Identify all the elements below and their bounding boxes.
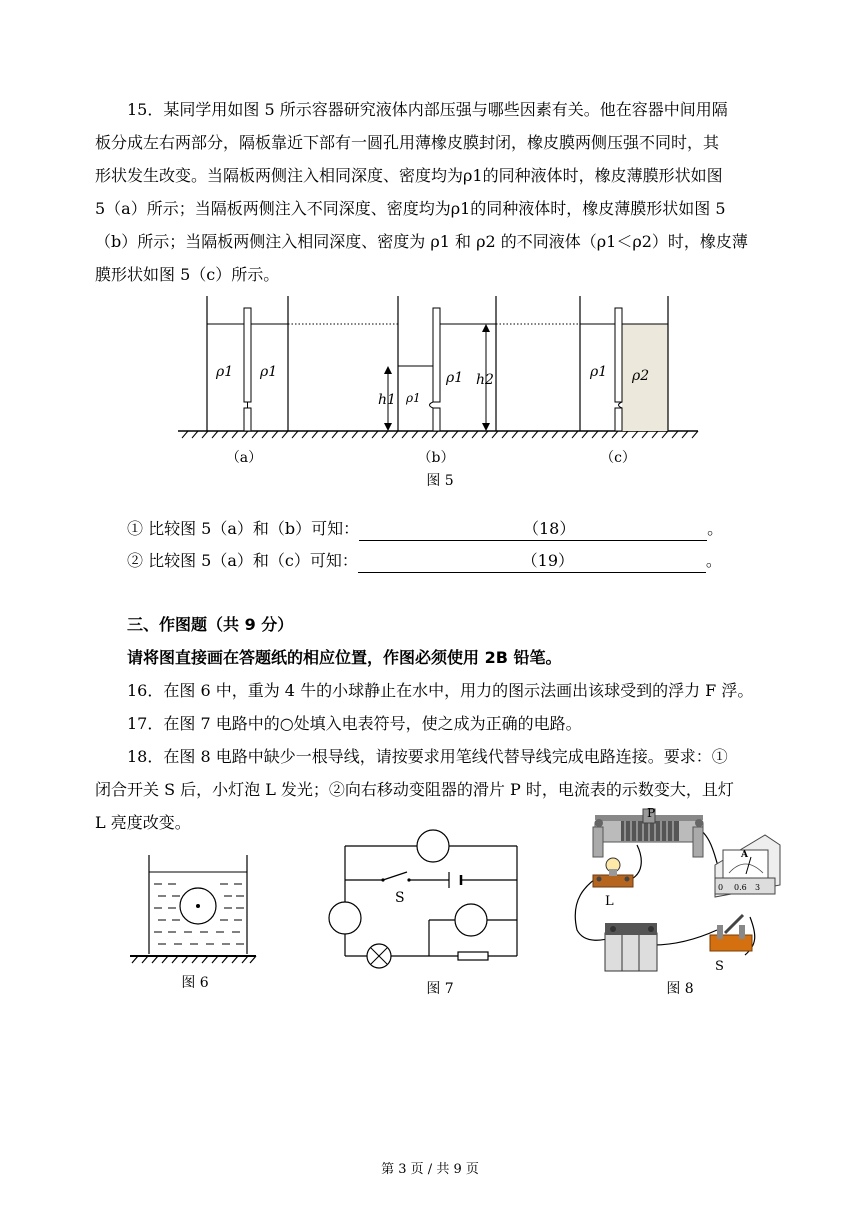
q15-line-2: 板分成左右两部分，隔板靠近下部有一圆孔用薄橡皮膜封闭，橡皮膜两侧压强不同时，其 [95, 133, 720, 152]
figure-7 [325, 828, 535, 978]
lamp-L-label: L [605, 894, 614, 909]
h2-label: h2 [476, 372, 494, 388]
resistor-symbol [458, 952, 488, 960]
rho1-b-left: ρ1 [406, 391, 421, 405]
ammeter-scale-06: 0.6 [734, 883, 747, 892]
figure-5 [170, 290, 710, 470]
switch-label: S [395, 890, 405, 906]
rho2-c: ρ2 [632, 368, 650, 384]
meter-slot-right [455, 904, 487, 936]
ammeter-scale-0: 0 [718, 883, 724, 892]
figure-8 [565, 805, 785, 985]
q15-line-3: 形状发生改变。当隔板两侧注入相同深度、密度均为ρ1的同种液体时，橡皮薄膜形状如图 [95, 166, 723, 185]
answer-blank-19[interactable]: （19） [358, 550, 706, 573]
answer-blank-18[interactable]: （18） [359, 518, 707, 541]
fig7-caption: 图 7 [426, 981, 454, 997]
container-b [378, 296, 496, 431]
fig5-caption: 图 5 [426, 473, 454, 489]
container-c [580, 296, 668, 431]
fig6-caption: 图 6 [181, 975, 209, 991]
h1-label: h1 [378, 392, 396, 408]
q17-text: 17．在图 7 电路中的○处填入电表符号，使之成为正确的电路。 [127, 714, 582, 733]
slider-P-label: P [647, 806, 656, 820]
ammeter-scale-3: 3 [755, 883, 761, 892]
rheostat [593, 806, 703, 857]
rho1-a-right: ρ1 [260, 364, 278, 380]
q16-text: 16．在图 6 中，重为 4 牛的小球静止在水中，用力的图示法画出该球受到的浮力 F 浮。 [127, 681, 754, 700]
meter-slot-top [417, 830, 449, 862]
label-c: （c） [600, 450, 636, 466]
container-a [207, 296, 288, 431]
rho1-c: ρ1 [590, 364, 608, 380]
q15-line-6: 膜形状如图 5（c）所示。 [95, 265, 280, 284]
switch [710, 915, 752, 974]
page-footer: 第 3 页 / 共 9 页 [381, 1162, 479, 1177]
meter-slot-left [329, 902, 361, 934]
q18-line-1: 18．在图 8 电路中缺少一根导线，请按要求用笔线代替导线完成电路连接。要求：① [127, 747, 728, 766]
q15-line-5: （b）所示；当隔板两侧注入相同深度、密度为 ρ1 和 ρ2 的不同液体（ρ1＜ρ2）时，橡皮薄 [95, 232, 748, 251]
ammeter-A-label: A [741, 850, 748, 860]
rho1-b-right: ρ1 [446, 370, 464, 386]
q18-line-2: 闭合开关 S 后，小灯泡 L 发光；②向右移动变阻器的滑片 P 时，电流表的示数变大，且灯 [95, 780, 734, 799]
section-3-note: 请将图直接画在答题纸的相应位置，作图必须使用 2B 铅笔。 [127, 648, 562, 667]
q15-line-1: 15．某同学用如图 5 所示容器研究液体内部压强与哪些因素有关。他在容器中间用隔 [127, 100, 728, 119]
lamp [593, 858, 633, 909]
fig8-caption: 图 8 [666, 981, 694, 997]
section-3-title: 三、作图题（共 9 分） [127, 615, 294, 634]
rho1-a-left: ρ1 [216, 364, 234, 380]
battery [605, 923, 657, 971]
q18-line-3: L 亮度改变。 [95, 813, 191, 832]
q15-sub-2: ② 比较图 5（a）和（c）可知： （19） 。 [95, 547, 775, 575]
q15-sub-1: ① 比较图 5（a）和（b）可知： （18） 。 [95, 515, 775, 543]
ammeter [715, 835, 780, 897]
q15-line-4: 5（a）所示；当隔板两侧注入不同深度、密度均为ρ1的同种液体时，橡皮薄膜形状如图 5 [95, 199, 726, 218]
label-b: （b） [417, 450, 455, 466]
switch-S-label: S [715, 959, 724, 974]
figure-6 [128, 850, 258, 970]
label-a: （a） [225, 450, 263, 466]
